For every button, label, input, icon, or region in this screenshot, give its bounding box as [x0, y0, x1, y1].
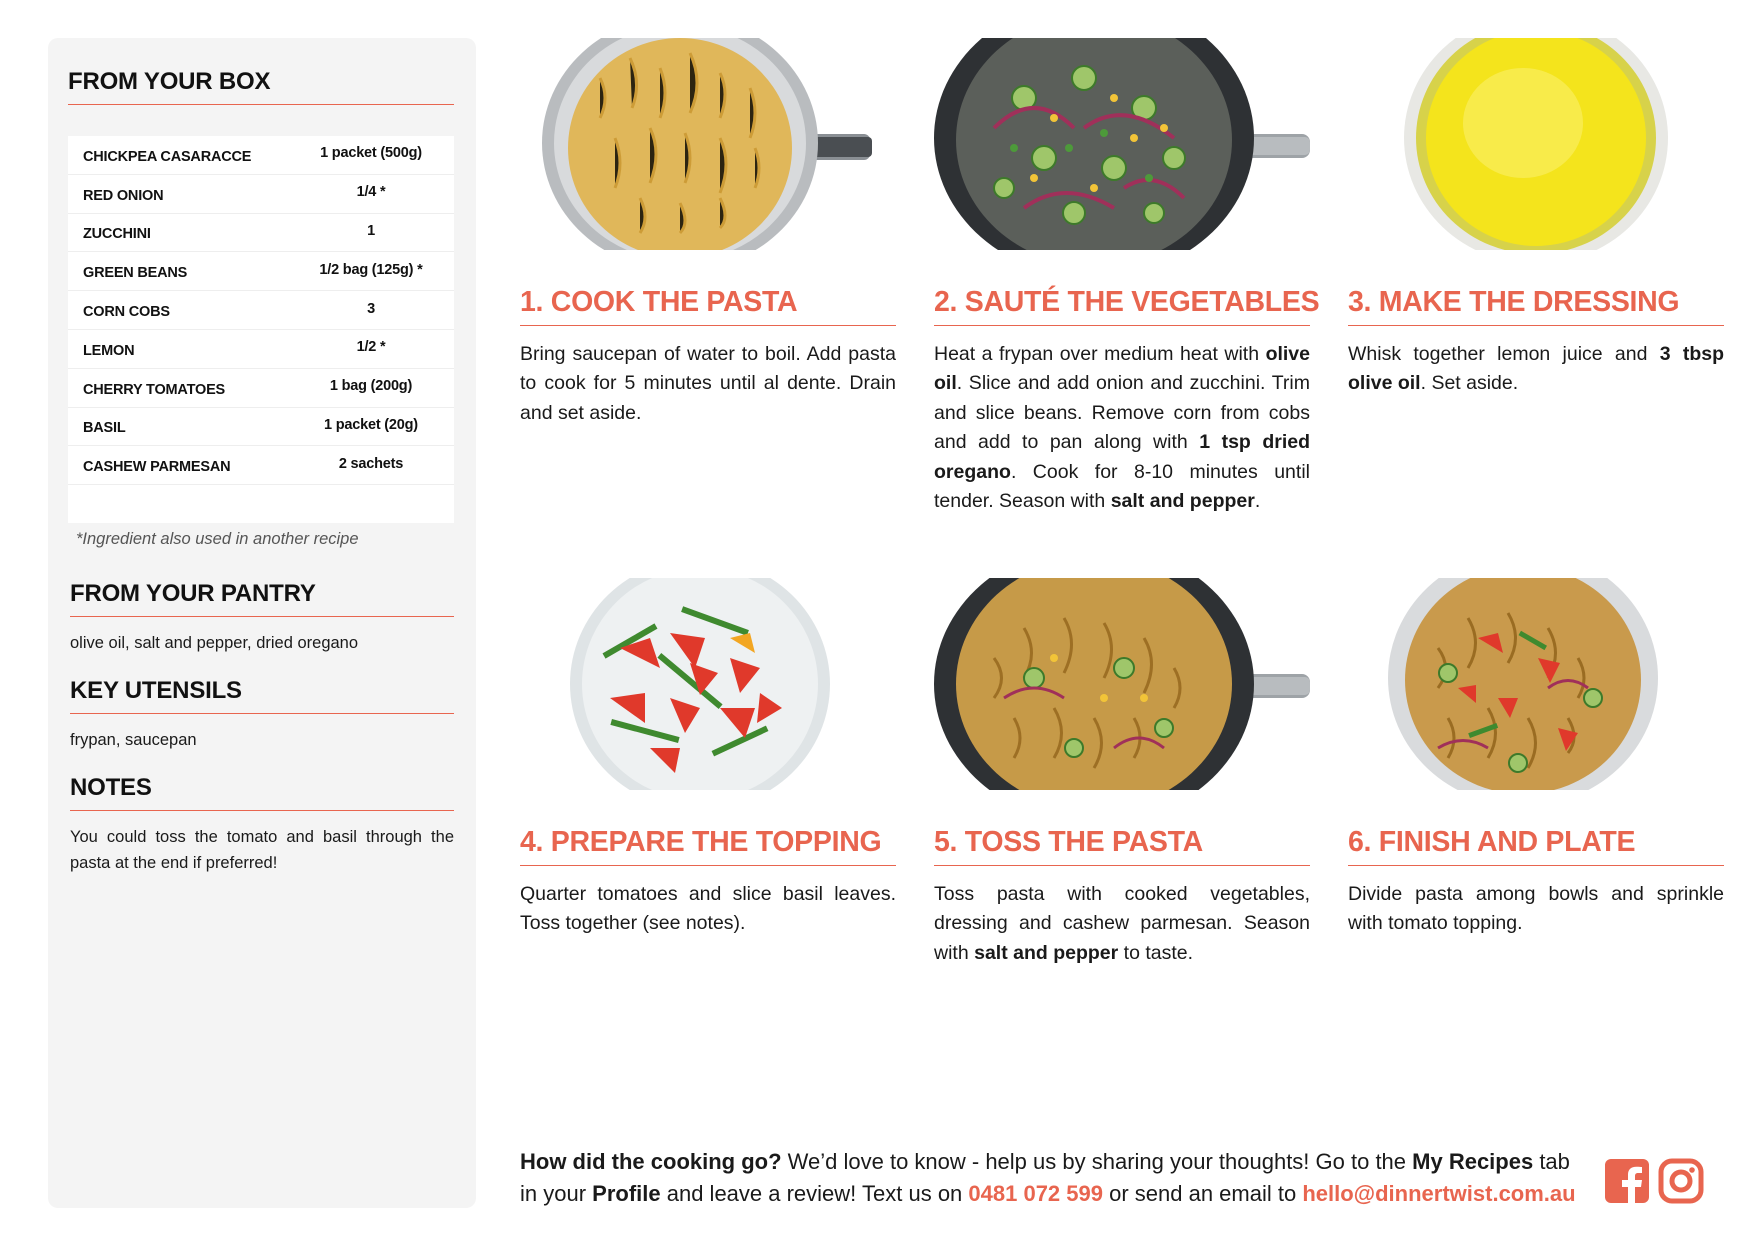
- step-3: [1348, 38, 1724, 399]
- facebook-icon[interactable]: [1604, 1158, 1650, 1204]
- my-recipes-link[interactable]: My Recipes: [1412, 1149, 1534, 1174]
- ingredient-row: [68, 369, 454, 408]
- instruction-text: to taste.: [1118, 941, 1194, 964]
- ingredient-footnote: *Ingredient also used in another recipe: [76, 530, 359, 548]
- ingredient-name: CHERRY TOMATOES: [83, 381, 226, 398]
- ingredient-name: BASIL: [83, 420, 126, 437]
- ingredient-name: ZUCCHINI: [83, 226, 151, 243]
- key-utensils-title: KEY UTENSILS: [70, 677, 454, 714]
- step-2-title: 2. SAUTÉ THE VEGETABLES: [934, 286, 1310, 326]
- ingredient-name: CASHEW PARMESAN: [83, 459, 231, 476]
- ingredient-row-empty: [68, 485, 454, 523]
- step-1-title: 1. COOK THE PASTA: [520, 286, 896, 326]
- ingredient-row: [68, 175, 454, 214]
- ingredient-quantity: 1/4 *: [356, 184, 386, 201]
- step-4: [520, 578, 896, 939]
- step-5-title: 5. TOSS THE PASTA: [934, 826, 1310, 866]
- step-3-photo: [1348, 38, 1724, 250]
- step-2-instructions: [934, 340, 1310, 516]
- instruction-text: Quarter tomatoes and slice basil leaves. Toss together (see notes).: [520, 883, 896, 935]
- ingredient-quantity: 1/2 bag (125g) *: [319, 261, 423, 278]
- footer-question: How did the cooking go?: [520, 1149, 782, 1174]
- feedback-footer: [520, 1146, 1590, 1209]
- notes-title: NOTES: [70, 774, 454, 811]
- pantry-items: olive oil, salt and pepper, dried oregano: [70, 634, 359, 652]
- instruction-text: Divide pasta among bowls and sprinkle with tomato topping.: [1348, 883, 1724, 935]
- from-your-pantry-title: FROM YOUR PANTRY: [70, 580, 454, 617]
- from-your-box-title: FROM YOUR BOX: [68, 68, 454, 105]
- step-2-photo: [934, 38, 1310, 250]
- ingredients-panel: [48, 38, 476, 1208]
- step-6-instructions: [1348, 880, 1724, 939]
- instruction-text: .: [1254, 490, 1261, 513]
- instruction-text: Bring saucepan of water to boil. Add pasta to cook for 5 minutes until al dente. Drain and set aside.: [520, 343, 896, 424]
- instagram-icon[interactable]: [1658, 1158, 1704, 1204]
- phone-number-link[interactable]: 0481 072 599: [968, 1180, 1103, 1206]
- step-1: [520, 38, 896, 428]
- step-3-title: 3. MAKE THE DRESSING: [1348, 286, 1724, 326]
- step-4-photo: [520, 578, 896, 790]
- instruction-text: . Slice and add onion and zucchini. Trim and slice beans. Remove corn from cobs and add to pan along with: [934, 372, 1310, 454]
- step-5: [934, 578, 1310, 968]
- utensils-items: frypan, saucepan: [70, 731, 197, 749]
- ingredient-quantity: 1 packet (20g): [324, 416, 418, 433]
- ingredient-row: [68, 408, 454, 447]
- ingredient-row: [68, 291, 454, 330]
- instruction-emphasis: 1 tsp dried oregano: [934, 431, 1310, 483]
- step-1-photo: [520, 38, 896, 250]
- ingredient-row: [68, 214, 454, 253]
- step-4-title: 4. PREPARE THE TOPPING: [520, 826, 896, 866]
- email-link[interactable]: hello@dinnertwist.com.au: [1302, 1180, 1576, 1206]
- step-2: [934, 38, 1320, 516]
- step-3-instructions: [1348, 340, 1724, 399]
- instruction-text: Heat a frypan over medium heat with: [934, 343, 1266, 365]
- instruction-text: . Set aside.: [1420, 372, 1519, 395]
- step-6-title: 6. FINISH AND PLATE: [1348, 826, 1724, 866]
- instruction-emphasis: salt and pepper: [1110, 490, 1255, 513]
- step-5-photo: [934, 578, 1310, 790]
- ingredients-table: [68, 136, 454, 523]
- instruction-emphasis: salt and pepper: [974, 941, 1119, 964]
- ingredient-row: [68, 446, 454, 485]
- step-5-instructions: [934, 880, 1310, 968]
- step-6-photo: [1348, 578, 1724, 790]
- ingredient-name: GREEN BEANS: [83, 265, 188, 282]
- profile-link[interactable]: Profile: [592, 1180, 661, 1206]
- footer-text-3: and leave a review! Text us on: [660, 1180, 969, 1206]
- ingredient-row: [68, 136, 454, 175]
- step-1-instructions: [520, 340, 896, 428]
- ingredient-quantity: 1 bag (200g): [329, 378, 413, 395]
- instruction-emphasis: olive oil: [934, 343, 1310, 395]
- ingredient-name: CHICKPEA CASARACCE: [83, 148, 252, 165]
- ingredient-name: CORN COBS: [83, 304, 170, 321]
- instruction-text: Whisk together lemon juice and: [1348, 343, 1660, 365]
- ingredient-quantity: 1/2 *: [356, 339, 386, 356]
- ingredient-name: LEMON: [83, 342, 135, 359]
- footer-text-4: or send an email to: [1102, 1180, 1303, 1206]
- footer-text-2: tab in your: [520, 1149, 1570, 1206]
- instruction-text: Toss pasta with cooked vegetables, dressing and cashew parmesan. Season with: [934, 883, 1310, 964]
- ingredient-name: RED ONION: [83, 187, 164, 204]
- ingredient-quantity: 1 packet (500g): [320, 145, 422, 162]
- ingredient-quantity: 2 sachets: [338, 455, 404, 472]
- notes-text: You could toss the tomato and basil through the pasta at the end if preferred!: [70, 828, 454, 872]
- instruction-emphasis: 3 tbsp olive oil: [1348, 343, 1724, 395]
- ingredient-quantity: 1: [367, 222, 375, 239]
- step-4-instructions: [520, 880, 896, 939]
- ingredient-row: [68, 330, 454, 369]
- instruction-text: . Cook for 8-10 minutes until tender. Season with: [934, 460, 1310, 513]
- footer-text-1: We’d love to know - help us by sharing your thoughts! Go to the: [781, 1149, 1413, 1174]
- ingredient-row: [68, 252, 454, 291]
- ingredient-quantity: 3: [367, 300, 375, 317]
- step-6: [1348, 578, 1724, 939]
